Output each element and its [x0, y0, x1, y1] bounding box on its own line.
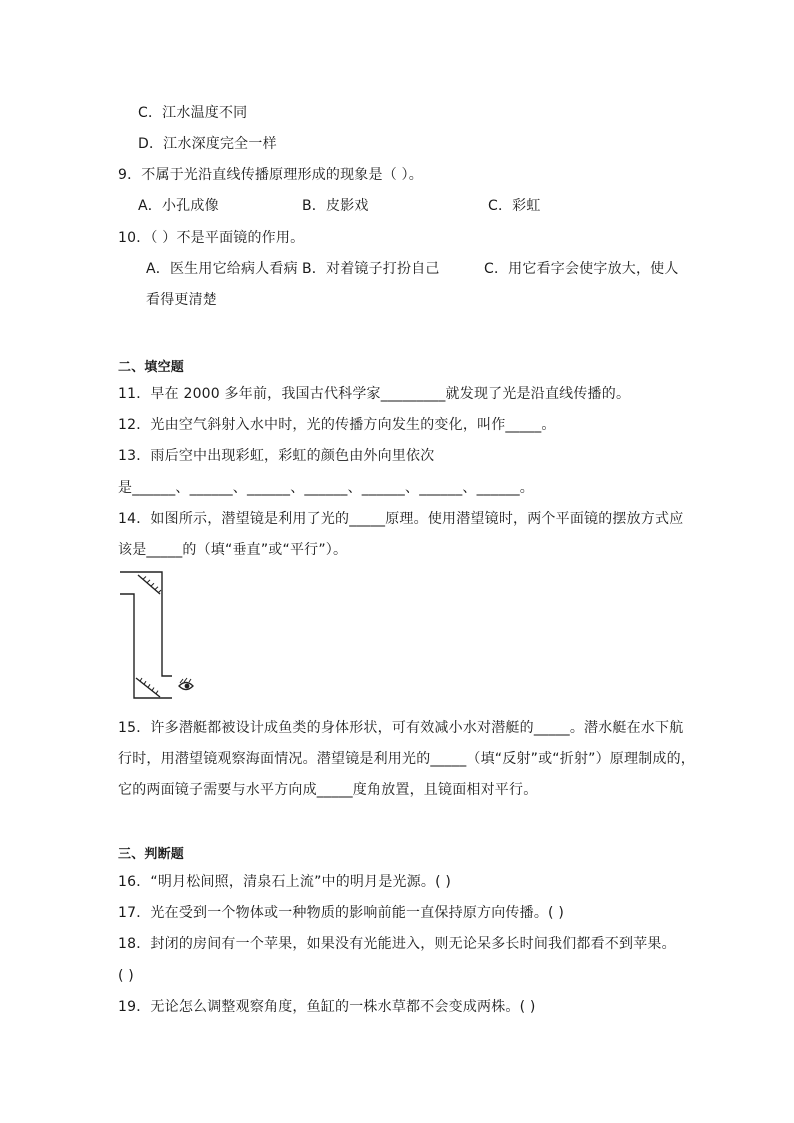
q19: 19．无论怎么调整观察角度，鱼缸的一株水草都不会变成两株。( ): [118, 999, 536, 1015]
q13-line-2: 是______、______、______、______、______、______、______。: [118, 480, 534, 496]
q10-stem: 10．（ ）不是平面镜的作用。: [118, 230, 305, 246]
q15-line-3: 它的两面镜子需要与水平方向成_____度角放置，且镜面相对平行。: [118, 782, 538, 798]
q16: 16．“明月松间照，清泉石上流”中的明月是光源。( ): [118, 874, 452, 890]
q9-option-b: B．皮影戏: [302, 198, 369, 214]
q14-line-1: 14．如图所示，潜望镜是利用了光的_____原理。使用潜望镜时，两个平面镜的摆放方式应: [118, 511, 684, 527]
q13-line-1: 13．雨后空中出现彩虹，彩虹的颜色由外向里依次: [118, 448, 435, 464]
top-mirror: [138, 575, 160, 594]
q10-option-b: B．对着镜子打扮自己: [302, 261, 440, 277]
q9-option-a: A．小孔成像: [138, 198, 219, 214]
q9-option-c: C．彩虹: [488, 198, 541, 214]
q10-option-c: C．用它看字会使字放大，使人: [484, 261, 679, 277]
q12: 12．光由空气斜射入水中时，光的传播方向发生的变化，叫作_____。: [118, 417, 556, 433]
q17: 17．光在受到一个物体或一种物质的影响前能一直保持原方向传播。( ): [118, 905, 564, 921]
top-mirror-hatching: [143, 577, 161, 593]
q9-stem: 9．不属于光沿直线传播原理形成的现象是（ ）。: [118, 167, 423, 183]
q18-line-2: ( ): [118, 968, 134, 984]
bottom-mirror-hatching: [140, 678, 158, 694]
q10-option-c-cont: 看得更清楚: [146, 292, 217, 308]
section-3-heading: 三、判断题: [118, 847, 185, 862]
q11: 11．早在 2000 多年前，我国古代科学家_________就发现了光是沿直线传播的。: [118, 386, 631, 402]
eye-icon: [179, 678, 193, 690]
q18-line-1: 18．封闭的房间有一个苹果，如果没有光能进入，则无论呆多长时间我们都看不到苹果。: [118, 936, 676, 952]
section-2-heading: 二、填空题: [118, 360, 185, 375]
q15-line-1: 15．许多潜艇都被设计成鱼类的身体形状，可有效减小水对潜艇的_____。潜水艇在水下航: [118, 720, 684, 736]
q10-option-a: A．医生用它给病人看病: [146, 261, 298, 277]
q8-option-d: D．江水深度完全一样: [138, 136, 277, 152]
periscope-outer-wall: [120, 572, 172, 676]
q8-option-c: C．江水温度不同: [138, 105, 248, 121]
q14-line-2: 该是_____的（填“垂直”或“平行”）。: [118, 542, 348, 558]
periscope-diagram: [118, 568, 208, 702]
periscope-inner-wall: [120, 594, 172, 698]
q15-line-2: 行时，用潜望镜观察海面情况。潜望镜是利用光的_____（填“反射”或“折射”）原理制成的，: [118, 751, 696, 767]
